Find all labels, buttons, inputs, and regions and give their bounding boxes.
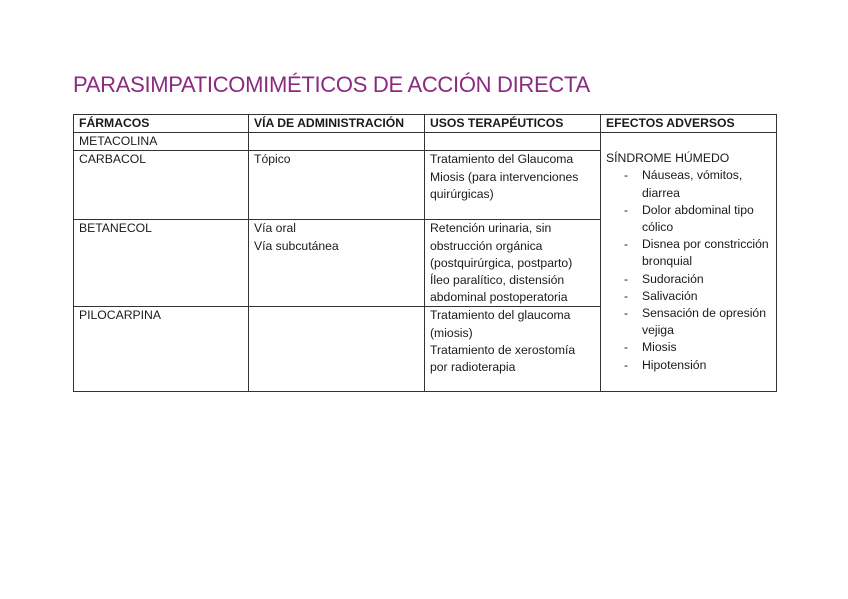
header-usos-terapeuticos: USOS TERAPÉUTICOS — [425, 115, 601, 133]
list-item — [606, 288, 772, 305]
header-via-administracion: VÍA DE ADMINISTRACIÓN — [249, 115, 425, 133]
list-item — [606, 305, 772, 339]
effect-text: Sensación de opresión vejiga — [642, 306, 766, 338]
dash-bullet: - — [624, 202, 629, 217]
adverse-effects-cell — [601, 133, 777, 392]
list-item — [606, 271, 772, 288]
drug-name: METACOLINA — [74, 133, 249, 151]
effect-text: Salivación — [642, 288, 698, 303]
list-item — [606, 339, 772, 356]
use-text: Miosis (para intervenciones quirúrgicas) — [430, 169, 579, 201]
drug-name: CARBACOL — [74, 151, 249, 220]
effect-text: Dolor abdominal tipo cólico — [642, 202, 754, 235]
table-header-row — [74, 115, 777, 133]
list-item — [606, 202, 772, 236]
route-cell — [249, 307, 425, 392]
effect-text: Miosis — [642, 340, 677, 355]
uses-cell — [425, 307, 601, 392]
list-item — [606, 357, 772, 374]
table-row — [74, 133, 777, 151]
effect-text: Hipotensión — [642, 357, 707, 372]
dash-bullet: - — [624, 168, 629, 183]
dash-bullet: - — [624, 288, 629, 303]
uses-cell — [425, 220, 601, 307]
effect-text: Sudoración — [642, 271, 704, 286]
route-text: Vía oral — [254, 221, 297, 236]
dash-bullet: - — [624, 271, 629, 286]
list-item — [606, 236, 772, 270]
use-text: Tratamiento del glaucoma (miosis) — [430, 308, 571, 340]
page-title: PARASIMPATICOMIMÉTICOS DE ACCIÓN DIRECTA — [73, 72, 590, 97]
adverse-effects-list — [606, 167, 772, 373]
dash-bullet: - — [624, 306, 629, 321]
uses-cell — [425, 151, 601, 220]
header-farmacos: FÁRMACOS — [74, 115, 249, 133]
dash-bullet: - — [624, 340, 629, 355]
route-text: Vía subcutánea — [254, 238, 339, 253]
drug-table — [73, 114, 777, 392]
use-text: Retención urinaria, sin obstrucción orgánica (postquirúrgica, postparto) — [430, 221, 573, 270]
route-cell — [249, 220, 425, 307]
effect-text: Náuseas, vómitos, diarrea — [642, 168, 743, 200]
dash-bullet: - — [624, 357, 629, 372]
route-cell — [249, 151, 425, 220]
effect-text: Disnea por constricción bronquial — [642, 237, 769, 269]
drug-name: PILOCARPINA — [74, 307, 249, 392]
uses-cell — [425, 133, 601, 151]
use-text: Tratamiento del Glaucoma — [430, 152, 574, 167]
route-text: Tópico — [254, 152, 291, 167]
adverse-effects-heading: SÍNDROME HÚMEDO — [606, 151, 730, 166]
route-cell — [249, 133, 425, 151]
use-text: Íleo paralítico, distensión abdominal postoperatoria — [430, 273, 568, 305]
use-text: Tratamiento de xerostomía por radioterapia — [430, 342, 576, 375]
dash-bullet: - — [624, 237, 629, 252]
header-efectos-adversos: EFECTOS ADVERSOS — [601, 115, 777, 133]
drug-name: BETANECOL — [74, 220, 249, 307]
list-item — [606, 167, 772, 201]
